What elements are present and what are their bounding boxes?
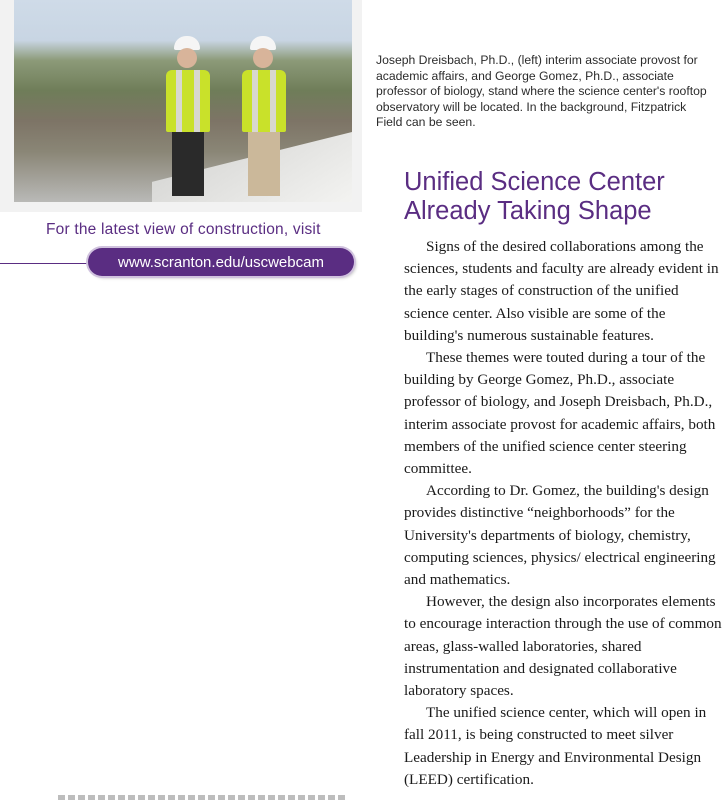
webcam-link[interactable]: www.scranton.edu/uscwebcam bbox=[88, 248, 354, 276]
person-left bbox=[162, 36, 214, 196]
photo-frame bbox=[0, 0, 362, 212]
safety-vest bbox=[242, 70, 286, 132]
article-paragraph: The unified science center, which will open in fall 2011, is being constructed to meet silver Leadership in Energy and Environmental Design (LEED) certification. bbox=[404, 704, 707, 788]
article-paragraph: According to Dr. Gomez, the building's design provides distinctive “neighborhoods” for the University's departments of biology, chemistry, computing sciences, physics/ electrical engineering and mathematics. bbox=[404, 482, 716, 589]
rooftop-photo bbox=[14, 0, 352, 202]
safety-vest bbox=[166, 70, 210, 132]
person-right bbox=[238, 36, 290, 196]
article-body bbox=[404, 236, 726, 791]
visit-text: For the latest view of construction, visit bbox=[46, 221, 321, 238]
divider bbox=[0, 263, 90, 264]
article-headline: Unified Science Center Already Taking Shape bbox=[404, 168, 665, 225]
article-paragraph: However, the design also incorporates elements to encourage interaction through the use of common areas, glass-walled laboratories, shared instrumentation and designated collaborative laboratory spaces. bbox=[404, 593, 722, 700]
cropped-footer-text bbox=[58, 795, 348, 800]
article-paragraph: Signs of the desired collaborations among the sciences, students and faculty are already evident in the early stages of construction of the unified science center. Also visible are some of the building's numerous sustainable features. bbox=[404, 238, 719, 344]
photo-caption: Joseph Dreisbach, Ph.D., (left) interim associate provost for academic affairs, and George Gomez, Ph.D., associate professor of biology, stand where the science center's rooftop observatory will be located. In the background, Fitzpatrick Field can be seen. bbox=[376, 53, 707, 130]
article-paragraph: These themes were touted during a tour of the building by George Gomez, Ph.D., associate professor of biology, and Joseph Dreisbach, Ph.D., interim associate provost for academic affairs, both members of the unified science center steering committee. bbox=[404, 349, 716, 478]
